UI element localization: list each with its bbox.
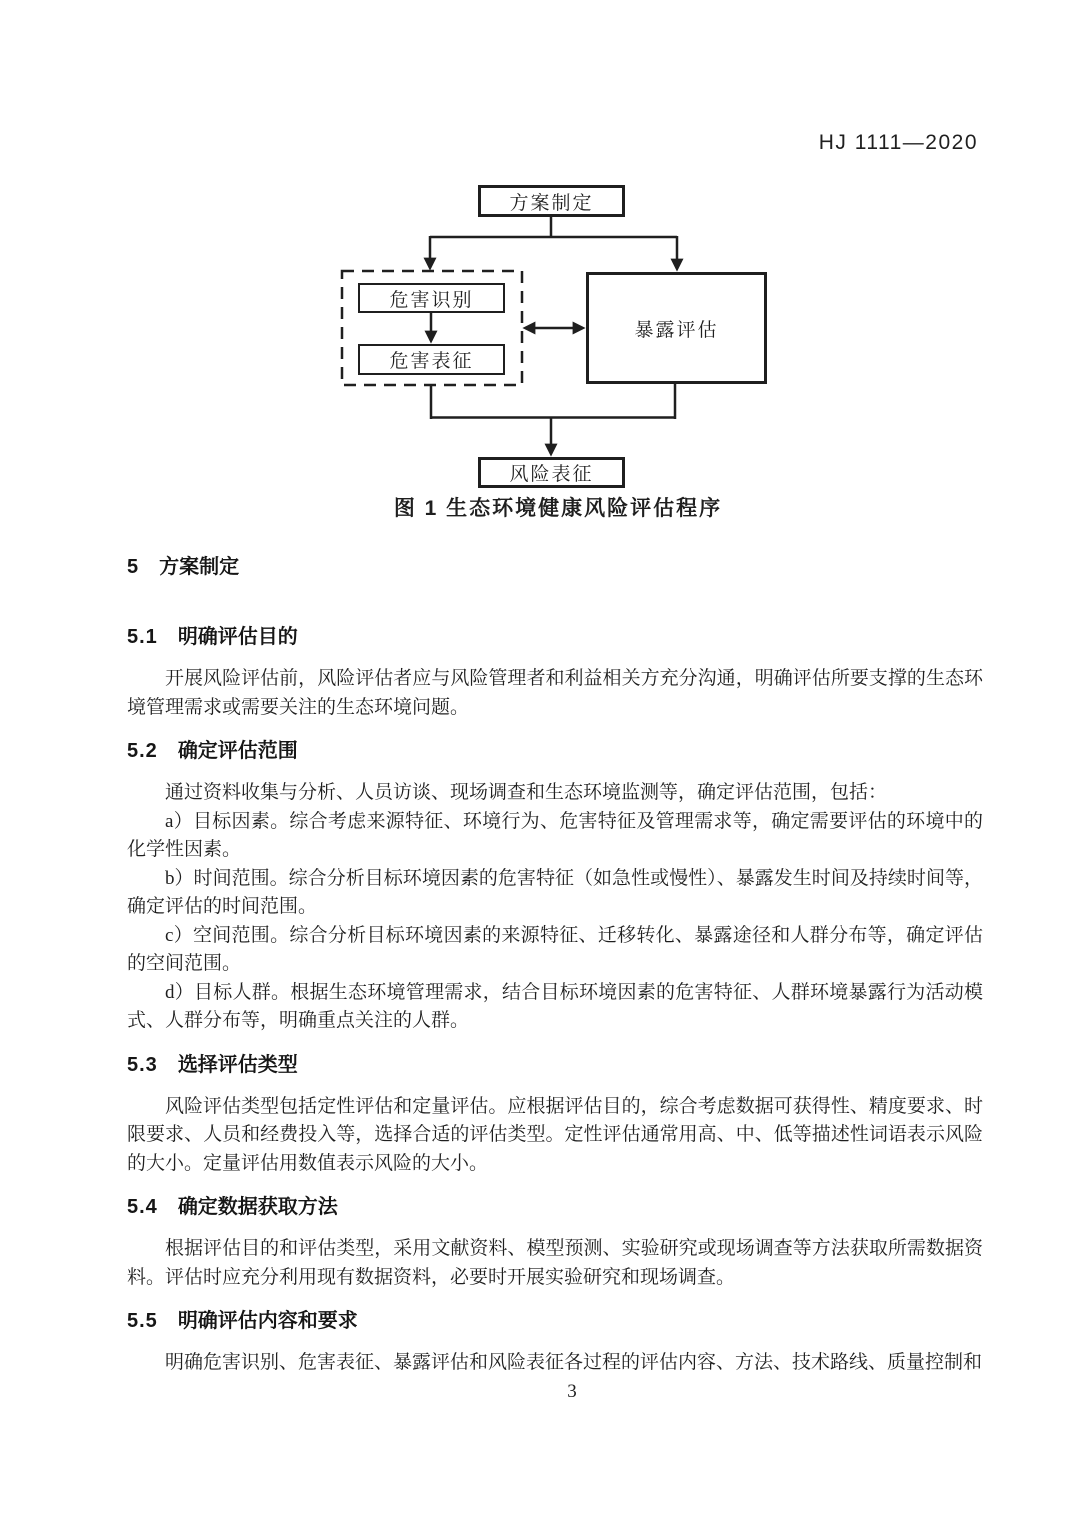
section-number: 5.2	[127, 740, 158, 762]
section-title: 明确评估目的	[177, 626, 298, 648]
flowchart-box-hazard-characterization: 危害表征	[358, 344, 505, 375]
section-title: 选择评估类型	[177, 1053, 298, 1076]
section-title: 方案制定	[159, 556, 240, 578]
list-item-c: c）空间范围。综合分析目标环境因素的来源特征、迁移转化、暴露途径和人群分布等，确定评估的空间范围。	[127, 924, 983, 974]
flowchart-box-risk-characterization: 风险表征	[478, 457, 625, 488]
section-heading-5	[127, 553, 983, 581]
section-number: 5.5	[127, 1310, 158, 1332]
document-body	[127, 553, 983, 1378]
list-item-b: b）时间范围。综合分析目标环境因素的危害特征（如急性或慢性）、暴露发生时间及持续时间等，确定评估的时间范围。	[127, 867, 983, 917]
section-title: 确定数据获取方法	[177, 1196, 338, 1218]
page-number: 3	[567, 1381, 577, 1402]
flowchart-figure	[0, 0, 1080, 540]
section-number: 5.4	[127, 1196, 158, 1218]
section-heading-5-4	[127, 1193, 983, 1221]
figure-caption: 图 1 生态环境健康风险评估程序	[393, 497, 723, 520]
list-item-a: a）目标因素。综合考虑来源特征、环境行为、危害特征及管理需求等，确定需要评估的环境中的化学性因素。	[127, 810, 983, 860]
paragraph: 明确危害识别、危害表征、暴露评估和风险表征各过程的评估内容、方法、技术路线、质量控制和	[165, 1352, 983, 1373]
section-heading-5-3	[127, 1051, 983, 1079]
paragraph: 通过资料收集与分析、人员访谈、现场调查和生态环境监测等，确定评估范围，包括：	[165, 782, 888, 803]
section-heading-5-2	[127, 737, 983, 765]
section-title: 明确评估内容和要求	[177, 1310, 358, 1332]
flowchart-box-exposure-assessment: 暴露评估	[586, 272, 767, 384]
section-heading-5-1	[127, 623, 983, 651]
section-heading-5-5	[127, 1307, 983, 1335]
doc-number: HJ 1111—2020	[818, 131, 978, 154]
paragraph: 风险评估类型包括定性评估和定量评估。应根据评估目的，综合考虑数据可获得性、精度要求、时限要求、人员和经费投入等，选择合适的评估类型。定性评估通常用高、中、低等描述性词语表示风险的大小。定量评估用数值表示风险的大小。	[127, 1095, 983, 1174]
section-number: 5.1	[127, 626, 158, 648]
section-number: 5.3	[127, 1053, 158, 1076]
section-title: 确定评估范围	[177, 740, 298, 762]
section-number: 5	[127, 556, 140, 578]
paragraph: 根据评估目的和评估类型，采用文献资料、模型预测、实验研究或现场调查等方法获取所需数据资料。评估时应充分利用现有数据资料，必要时开展实验研究和现场调查。	[127, 1238, 983, 1288]
flowchart-box-hazard-identification: 危害识别	[358, 283, 505, 313]
list-item-d: d）目标人群。根据生态环境管理需求，结合目标环境因素的危害特征、人群环境暴露行为活动模式、人群分布等，明确重点关注的人群。	[127, 981, 983, 1031]
paragraph: 开展风险评估前，风险评估者应与风险管理者和利益相关方充分沟通，明确评估所要支撑的生态环境管理需求或需要关注的生态环境问题。	[127, 668, 983, 718]
flowchart-box-plan: 方案制定	[478, 185, 625, 217]
